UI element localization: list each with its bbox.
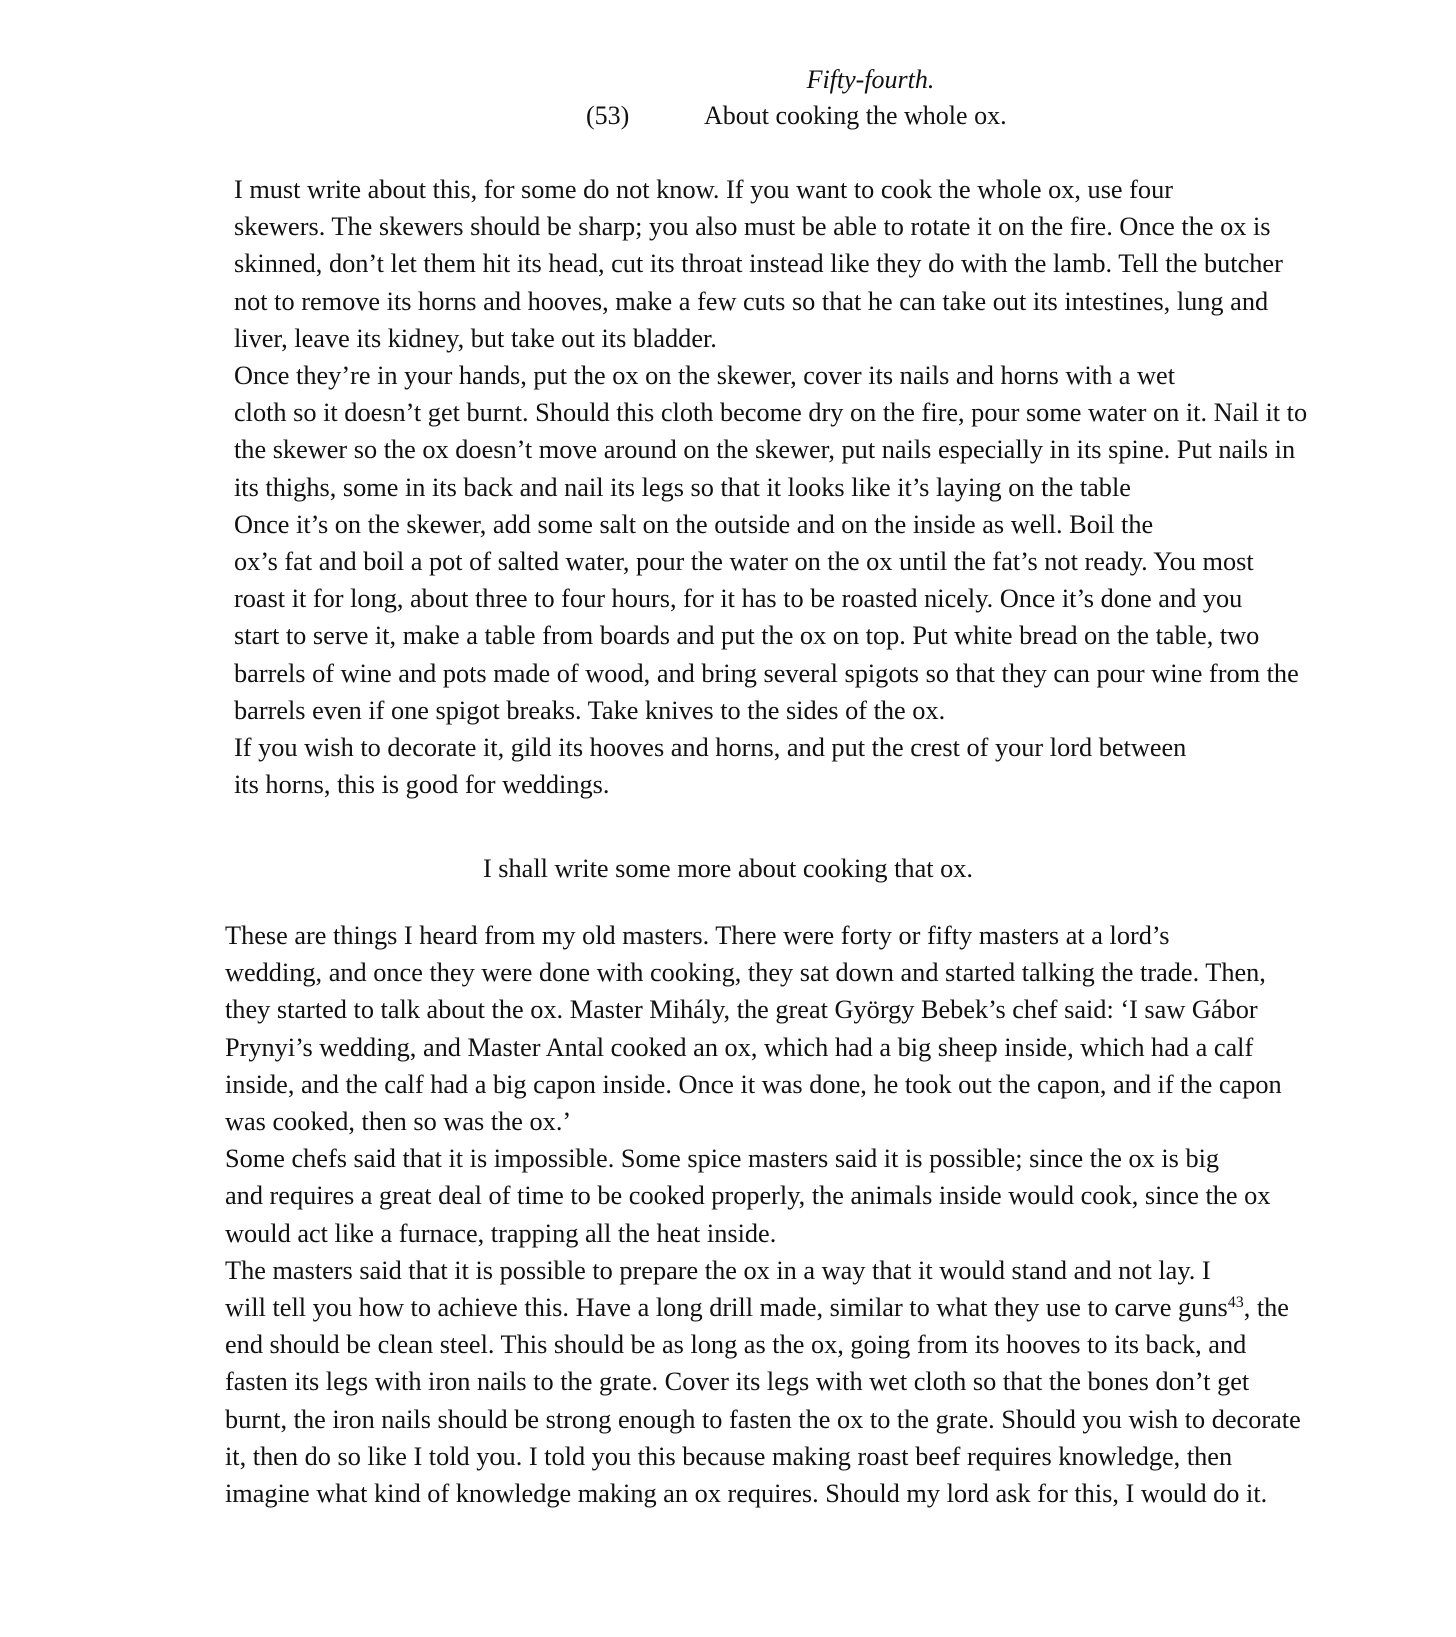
- text-line: they started to talk about the ox. Master Mihály, the great György Bebek’s chef said: ‘I saw Gábor: [225, 995, 1258, 1025]
- text-line: Once it’s on the skewer, add some salt on the outside and on the inside as well. Boil the: [234, 509, 1154, 539]
- section-subheading: I shall write some more about cooking that ox.: [482, 854, 974, 883]
- text-line: not to remove its horns and hooves, make a few cuts so that he can take out its intestines, lung and: [234, 286, 1269, 316]
- text-line: barrels even if one spigot breaks. Take knives to the sides of the ox.: [234, 695, 946, 725]
- paragraph: [140, 506, 1360, 729]
- text-line: cloth so it doesn’t get burnt. Should this cloth become dry on the fire, pour some water on it. Nail it to: [234, 398, 1308, 428]
- text-line: was cooked, then so was the ox.’: [225, 1107, 572, 1137]
- paragraph: [140, 357, 1360, 506]
- footnote-marker[interactable]: 43: [1227, 1294, 1244, 1312]
- text-line: These are things I heard from my old masters. There were forty or fifty masters at a lord’s: [225, 921, 1170, 950]
- text-line: its horns, this is good for weddings.: [234, 770, 610, 800]
- text-segment: will tell you how to achieve this. Have a long drill made, similar to what they use to carve guns: [225, 1293, 1228, 1323]
- text-line: I must write about this, for some do not know. If you want to cook the whole ox, use four: [234, 175, 1173, 204]
- chapter-heading: [586, 98, 1007, 134]
- text-segment: , the: [1243, 1293, 1289, 1323]
- chapter-number: (53): [586, 101, 630, 130]
- text-line: imagine what kind of knowledge making an ox requires. Should my lord ask for this, I would do it.: [225, 1479, 1268, 1509]
- text-line: would act like a furnace, trapping all the heat inside.: [225, 1218, 777, 1248]
- text-line: ox’s fat and boil a pot of salted water, pour the water on the ox until the fat’s not ready. You most: [234, 547, 1254, 577]
- paragraph: [131, 917, 1363, 1140]
- text-line: barrels of wine and pots made of wood, and bring several spigots so that they can pour wine from the: [234, 658, 1299, 688]
- text-line: liver, leave its kidney, but take out its bladder.: [234, 323, 717, 353]
- chapter-ordinal: Fifty-fourth.: [806, 65, 935, 94]
- text-line: inside, and the calf had a big capon inside. Once it was done, he took out the capon, and if the capon: [225, 1069, 1282, 1099]
- section-more-about-ox: [131, 917, 1363, 1512]
- text-line: and requires a great deal of time to be cooked properly, the animals inside would cook, since the ox: [225, 1181, 1271, 1211]
- text-line: skinned, don’t let them hit its head, cut its throat instead like they do with the lamb. Tell the butcher: [234, 249, 1283, 279]
- section-whole-ox: [140, 171, 1360, 803]
- text-line: The masters said that it is possible to prepare the ox in a way that it would stand and not lay. I: [225, 1255, 1211, 1285]
- text-line: its thighs, some in its back and nail its legs so that it looks like it’s laying on the table: [234, 472, 1131, 502]
- text-line: Prynyi’s wedding, and Master Antal cooked an ox, which had a big sheep inside, which had a calf: [225, 1032, 1254, 1062]
- text-line: If you wish to decorate it, gild its hooves and horns, and put the crest of your lord between: [234, 733, 1187, 763]
- text-line: burnt, the iron nails should be strong enough to fasten the ox to the grate. Should you wish to decorate: [225, 1404, 1301, 1434]
- text-line: Once they’re in your hands, put the ox on the skewer, cover its nails and horns with a wet: [234, 361, 1176, 391]
- paragraph: [140, 729, 1360, 803]
- text-line: start to serve it, make a table from boards and put the ox on top. Put white bread on the table, two: [234, 621, 1260, 651]
- text-line: [131, 1289, 1363, 1326]
- text-line: roast it for long, about three to four hours, for it has to be roasted nicely. Once it’s done and you: [234, 584, 1243, 614]
- paragraph: [131, 1140, 1363, 1252]
- text-line: the skewer so the ox doesn’t move around on the skewer, put nails especially in its spine. Put nails in: [234, 435, 1296, 465]
- text-line: fasten its legs with iron nails to the grate. Cover its legs with wet cloth so that the bones don’t get: [225, 1367, 1250, 1397]
- text-line: end should be clean steel. This should be as long as the ox, going from its hooves to its back, and: [225, 1330, 1247, 1360]
- chapter-title: About cooking the whole ox.: [704, 101, 1007, 130]
- paragraph: [140, 171, 1360, 357]
- text-line: wedding, and once they were done with cooking, they sat down and started talking the trade. Then,: [225, 958, 1266, 988]
- paragraph: [131, 1252, 1363, 1512]
- text-line: it, then do so like I told you. I told you this because making roast beef requires knowledge, then: [225, 1441, 1233, 1471]
- text-line: skewers. The skewers should be sharp; you also must be able to rotate it on the fire. Once the ox is: [234, 212, 1271, 242]
- text-line: Some chefs said that it is impossible. Some spice masters said it is possible; since the ox is big: [225, 1144, 1220, 1174]
